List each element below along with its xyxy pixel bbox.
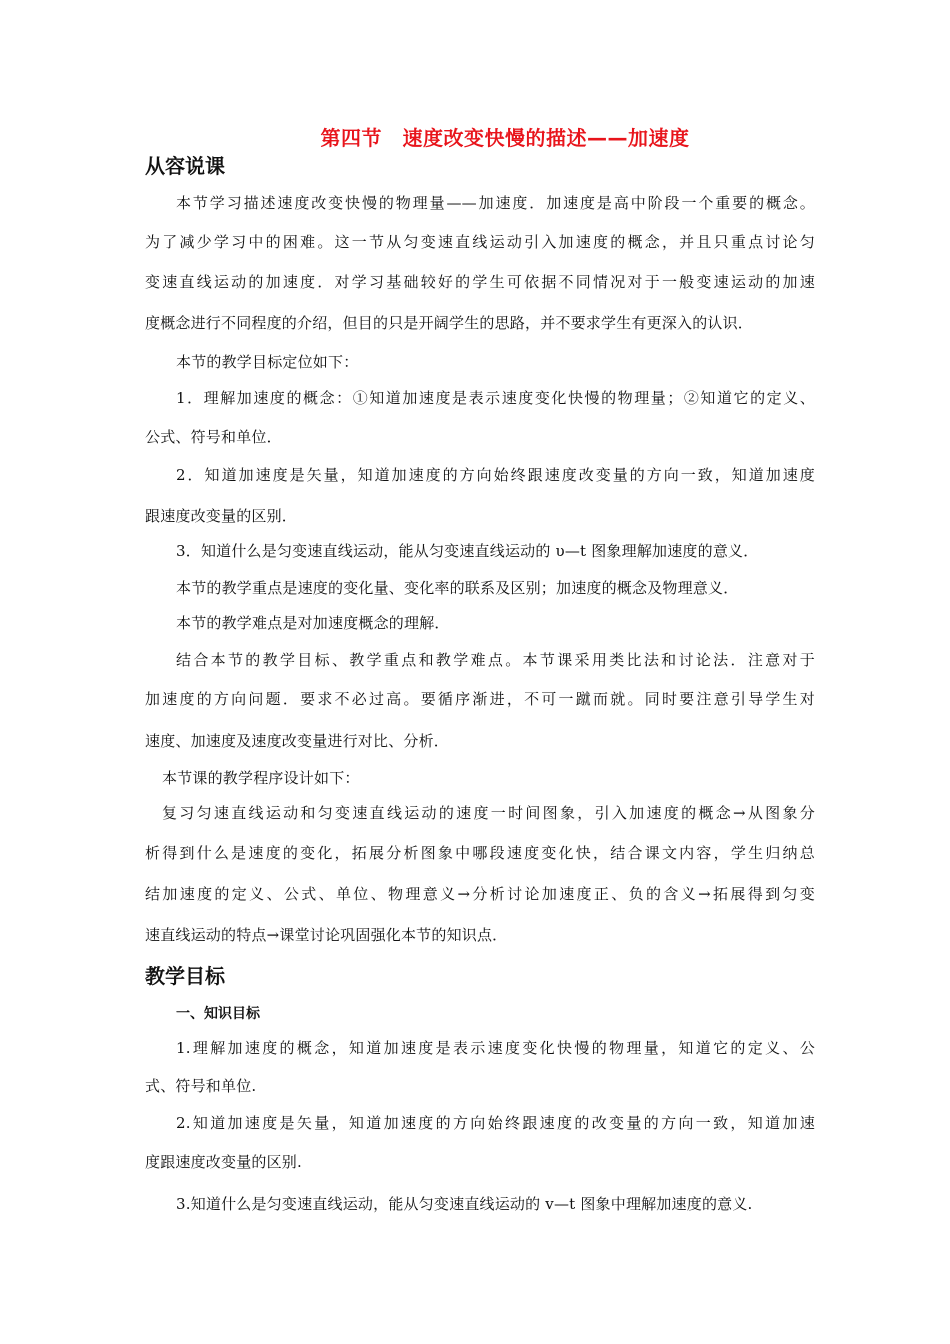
paragraph-line: 2.知道加速度是矢量，知道加速度的方向始终跟速度的改变量的方向一致，知道加速: [176, 1114, 815, 1132]
paragraph-line: 1．理解加速度的概念：①知道加速度是表示速度变化快慢的物理量；②知道它的定义、: [176, 389, 815, 407]
paragraph-line: 变速直线运动的加速度．对学习基础较好的学生可依据不同情况对于一般变速运动的加速: [145, 273, 815, 291]
paragraph-line: 公式、符号和单位．: [145, 428, 282, 446]
paragraph-line: 加速度的方向问题．要求不必过高。要循序渐进，不可一蹴而就。同时要注意引导学生对: [145, 690, 815, 708]
paragraph-line: 本节的教学目标定位如下：: [176, 353, 359, 371]
paragraph-line: 度跟速度改变量的区别.: [145, 1153, 302, 1171]
page-title: 第四节 速度改变快慢的描述——加速度: [320, 126, 690, 150]
paragraph-line: 复习匀速直线运动和匀变速直线运动的速度一时间图象，引入加速度的概念→从图象分: [162, 804, 815, 822]
paragraph-line: 析得到什么是速度的变化，拓展分析图象中哪段速度变化快，结合课文内容，学生归纳总: [145, 844, 815, 862]
paragraph-line: 结合本节的教学目标、教学重点和教学难点。本节课采用类比法和讨论法．注意对于: [176, 651, 815, 669]
paragraph-line: 跟速度改变量的区别．: [145, 507, 298, 525]
paragraph-line: 3.知道什么是匀变速直线运动，能从匀变速直线运动的 v—t 图象中理解加速度的意义.: [176, 1195, 753, 1213]
section-heading-teaching-goals: 教学目标: [145, 964, 225, 988]
paragraph-line: 本节的教学难点是对加速度概念的理解．: [176, 614, 450, 632]
paragraph-line: 速度、加速度及速度改变量进行对比、分析．: [145, 732, 450, 750]
paragraph-line: 速直线运动的特点→课堂讨论巩固强化本节的知识点．: [145, 926, 508, 944]
paragraph-line: 本节课的教学程序设计如下：: [162, 769, 360, 787]
paragraph-line: 结加速度的定义、公式、单位、物理意义→分析讨论加速度正、负的含义→拓展得到匀变: [145, 885, 815, 903]
paragraph-line: 1.理解加速度的概念，知道加速度是表示速度变化快慢的物理量，知道它的定义、公: [176, 1039, 815, 1057]
section-heading-congrong: 从容说课: [145, 154, 225, 178]
paragraph-line: 为了减少学习中的困难。这一节从匀变速直线运动引入加速度的概念，并且只重点讨论匀: [145, 233, 815, 251]
paragraph-line: 式、符号和单位.: [145, 1077, 257, 1095]
subheading-knowledge-goals: 一、知识目标: [176, 1006, 260, 1022]
paragraph-line: 本节的教学重点是速度的变化量、变化率的联系及区别；加速度的概念及物理意义．: [176, 579, 739, 597]
paragraph-line: 3．知道什么是匀变速直线运动，能从匀变速直线运动的 υ—t 图象理解加速度的意义．: [176, 542, 759, 560]
paragraph-line: 2．知道加速度是矢量，知道加速度的方向始终跟速度改变量的方向一致，知道加速度: [176, 466, 815, 484]
paragraph-line: 度概念进行不同程度的介绍，但目的只是开阔学生的思路，并不要求学生有更深入的认识．: [145, 314, 754, 332]
paragraph-line: 本节学习描述速度改变快慢的物理量——加速度．加速度是高中阶段一个重要的概念。: [176, 194, 815, 212]
